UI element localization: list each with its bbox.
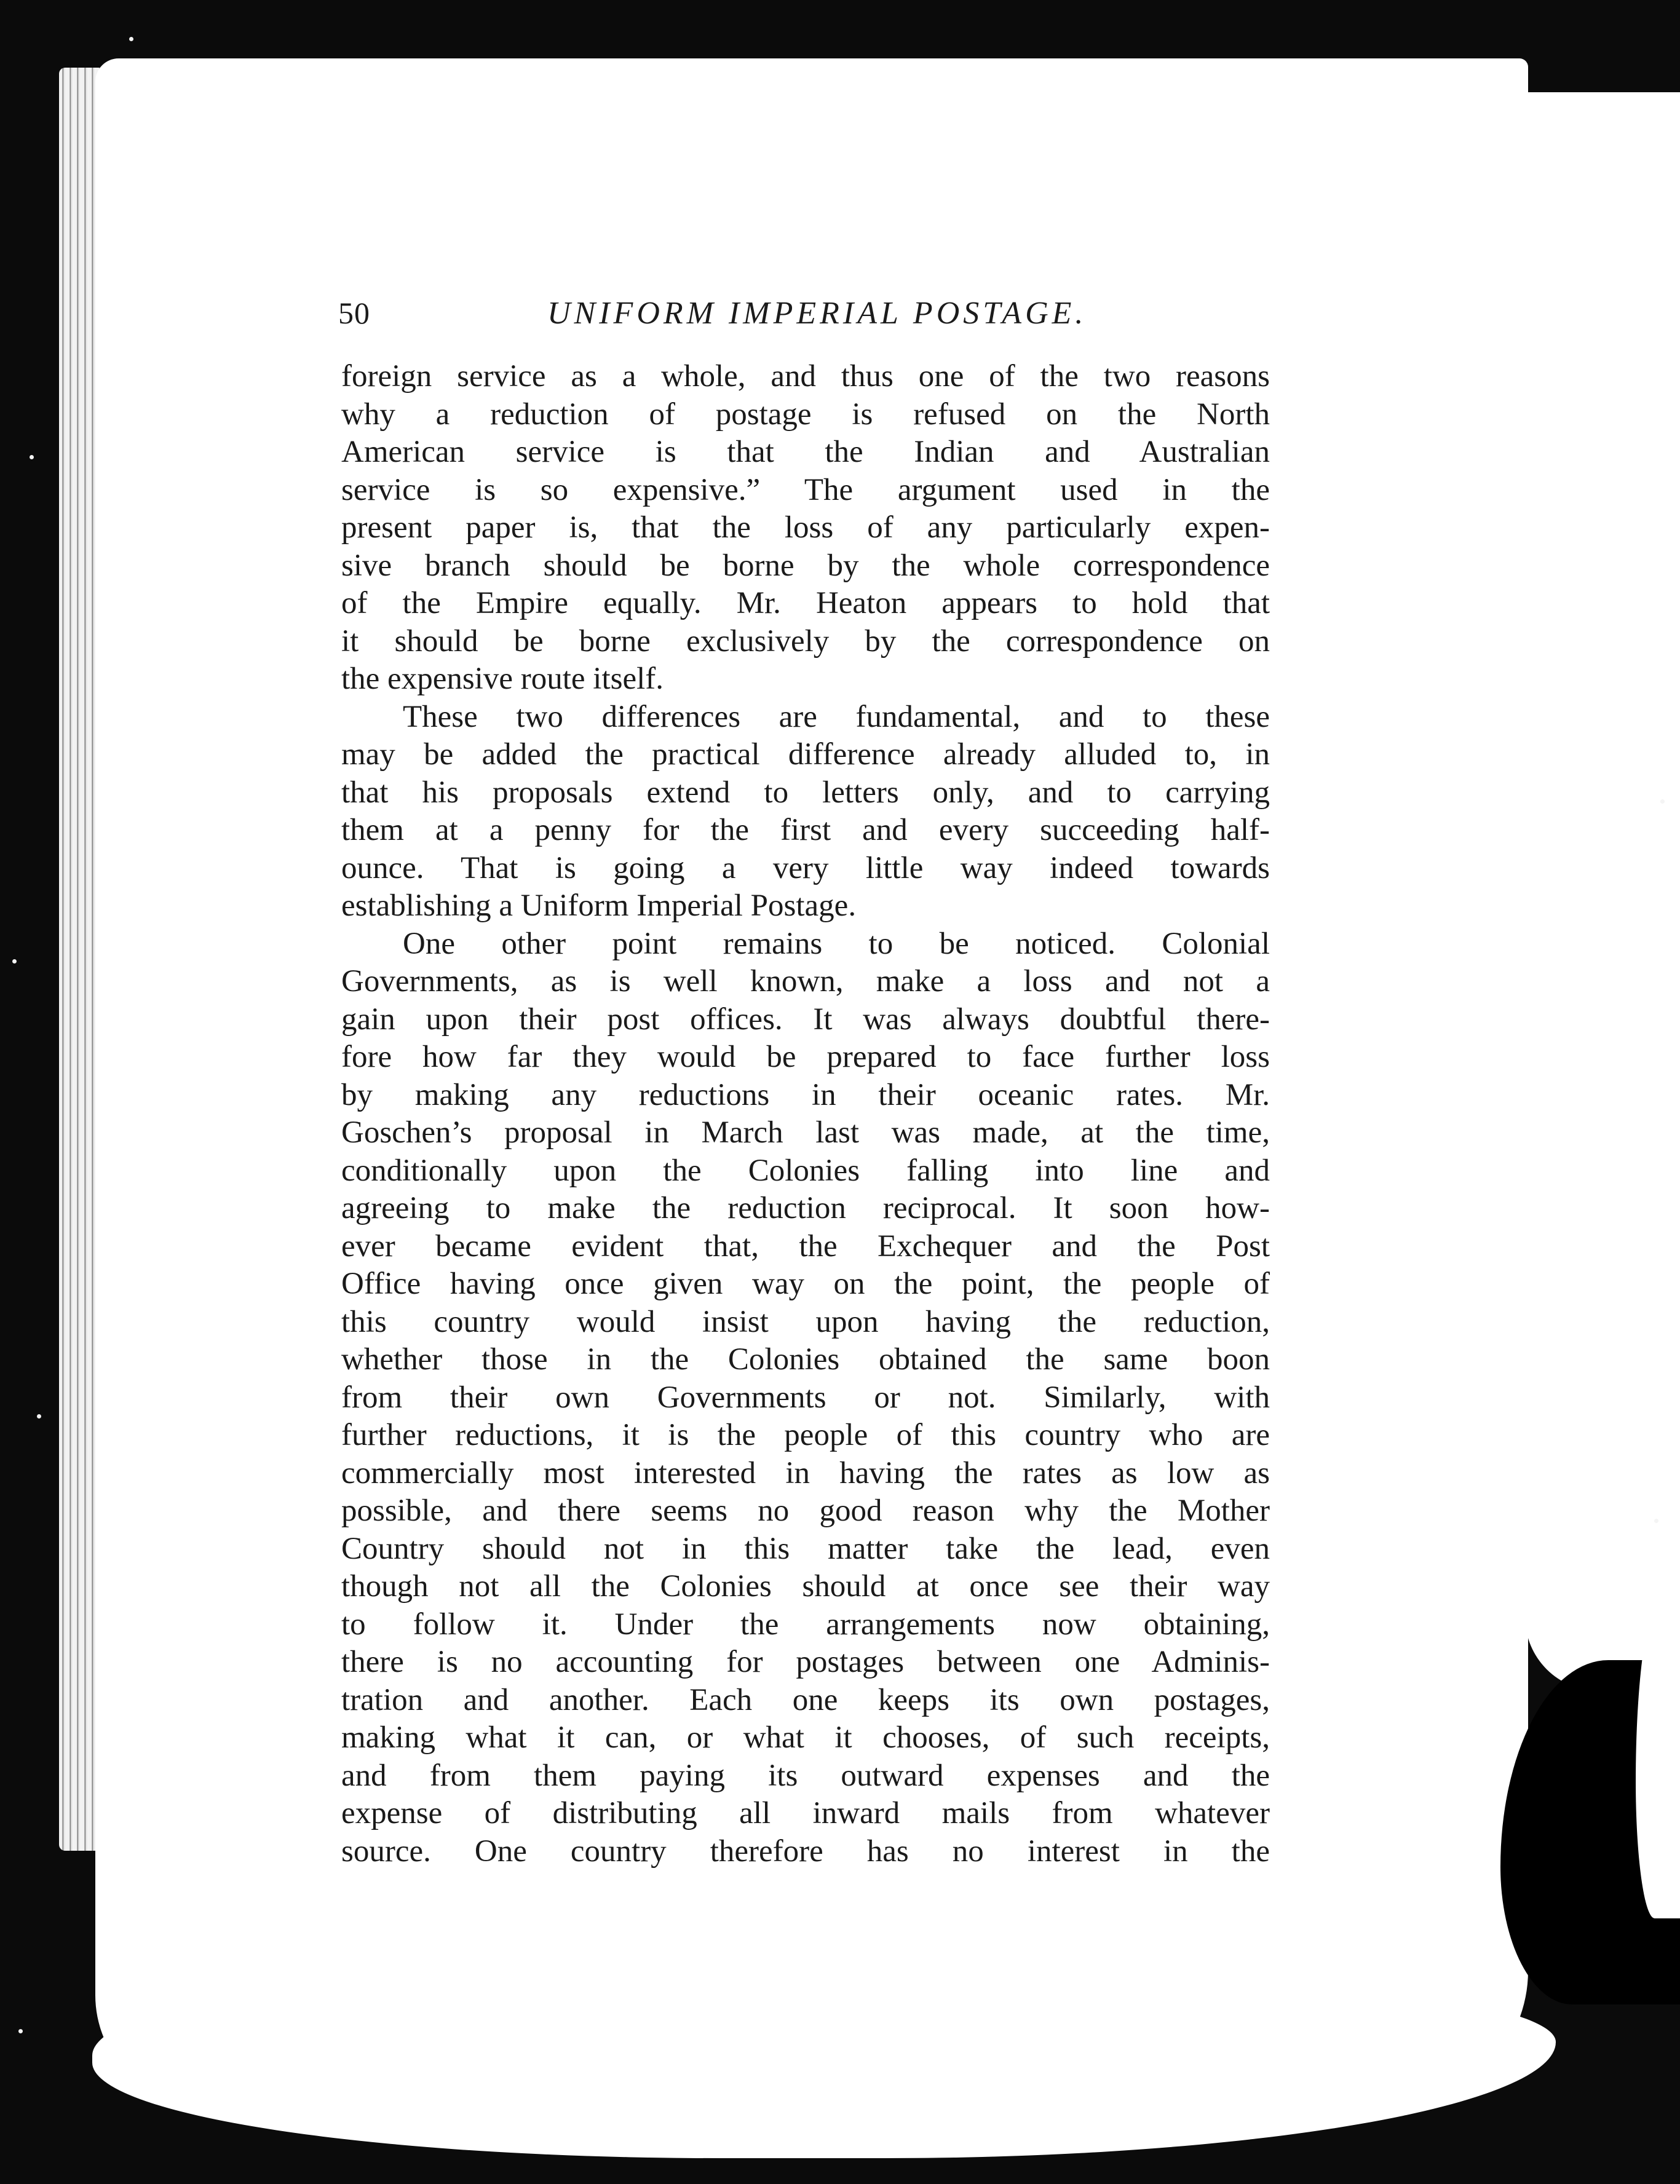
text-line: them at a penny for the first and every succeeding half-: [341, 813, 1270, 847]
dust-speck: [18, 2029, 23, 2033]
text-line: commercially most interested in having the rates as low as: [341, 1455, 1270, 1490]
text-line: expense of distributing all inward mails from whatever: [341, 1796, 1270, 1830]
text-line: service is so expensive.” The argument used in the: [341, 472, 1270, 507]
text-line: ounce. That is going a very little way indeed towards: [341, 850, 1270, 885]
text-line: American service is that the Indian and Australian: [341, 435, 1270, 469]
text-line: making what it can, or what it chooses, of such receipts,: [341, 1720, 1270, 1755]
text-line: agreeing to make the reduction reciprocal. It soon how-: [341, 1191, 1270, 1225]
text-line: whether those in the Colonies obtained the same boon: [341, 1342, 1270, 1377]
text-line: and from them paying its outward expenses and the: [341, 1758, 1270, 1793]
text-line: tration and another. Each one keeps its own postages,: [341, 1682, 1270, 1717]
text-line: present paper is, that the loss of any particularly expen-: [341, 510, 1270, 545]
text-line: further reductions, it is the people of this country who are: [341, 1418, 1270, 1452]
text-line: this country would insist upon having the reduction,: [341, 1304, 1270, 1339]
body-text: [341, 358, 1270, 1870]
dust-speck: [1654, 1519, 1658, 1523]
text-line: foreign service as a whole, and thus one of the two reasons: [341, 359, 1270, 394]
text-line: though not all the Colonies should at once see their way: [341, 1569, 1270, 1604]
text-line: may be added the practical difference already alluded to, in: [341, 737, 1270, 772]
text-line: source. One country therefore has no interest in the: [341, 1834, 1270, 1869]
text-line: conditionally upon the Colonies falling into line and: [341, 1153, 1270, 1188]
text-line: possible, and there seems no good reason why the Mother: [341, 1494, 1270, 1528]
text-line: of the Empire equally. Mr. Heaton appears to hold that: [341, 586, 1270, 620]
dust-speck: [12, 959, 17, 963]
text-line: Governments, as is well known, make a loss and not a: [341, 964, 1270, 999]
text-line: there is no accounting for postages between one Adminis-: [341, 1645, 1270, 1679]
text-line: Goschen’s proposal in March last was made, at the time,: [341, 1115, 1270, 1150]
text-line: by making any reductions in their oceanic rates. Mr.: [341, 1077, 1270, 1112]
paragraph: [341, 698, 1270, 925]
text-line: to follow it. Under the arrangements now obtaining,: [341, 1607, 1270, 1642]
text-line: Country should not in this matter take the lead, even: [341, 1531, 1270, 1566]
text-line: establishing a Uniform Imperial Postage.: [341, 888, 857, 923]
text-line: ever became evident that, the Exchequer and the Post: [341, 1228, 1270, 1264]
text-line: gain upon their post offices. It was always doubtful there-: [341, 1002, 1270, 1037]
page-number: 50: [338, 296, 370, 330]
paragraph: [341, 358, 1270, 698]
text-line: that his proposals extend to letters only, and to carrying: [341, 775, 1270, 810]
facing-page-edge: [1525, 92, 1680, 1691]
text-line: it should be borne exclusively by the correspondence on: [341, 623, 1270, 659]
dust-speck: [37, 1414, 41, 1418]
text-line: fore how far they would be prepared to face further loss: [341, 1040, 1270, 1074]
text-line: Office having once given way on the point, the people of: [341, 1267, 1270, 1301]
dust-speck: [1660, 799, 1665, 804]
running-title: UNIFORM IMPERIAL POSTAGE.: [547, 296, 1087, 331]
text-line: the expensive route itself.: [341, 662, 664, 696]
paragraph: [341, 925, 1270, 1871]
dust-speck: [30, 455, 34, 459]
text-line: One other point remains to be noticed. Colonial: [403, 926, 1270, 961]
page-header: [338, 295, 1101, 344]
text-line: from their own Governments or not. Similarly, with: [341, 1380, 1270, 1415]
dust-speck: [129, 37, 133, 41]
text-line: why a reduction of postage is refused on the North: [341, 397, 1270, 432]
text-line: sive branch should be borne by the whole correspondence: [341, 548, 1270, 583]
text-line: These two differences are fundamental, and to these: [403, 699, 1270, 734]
